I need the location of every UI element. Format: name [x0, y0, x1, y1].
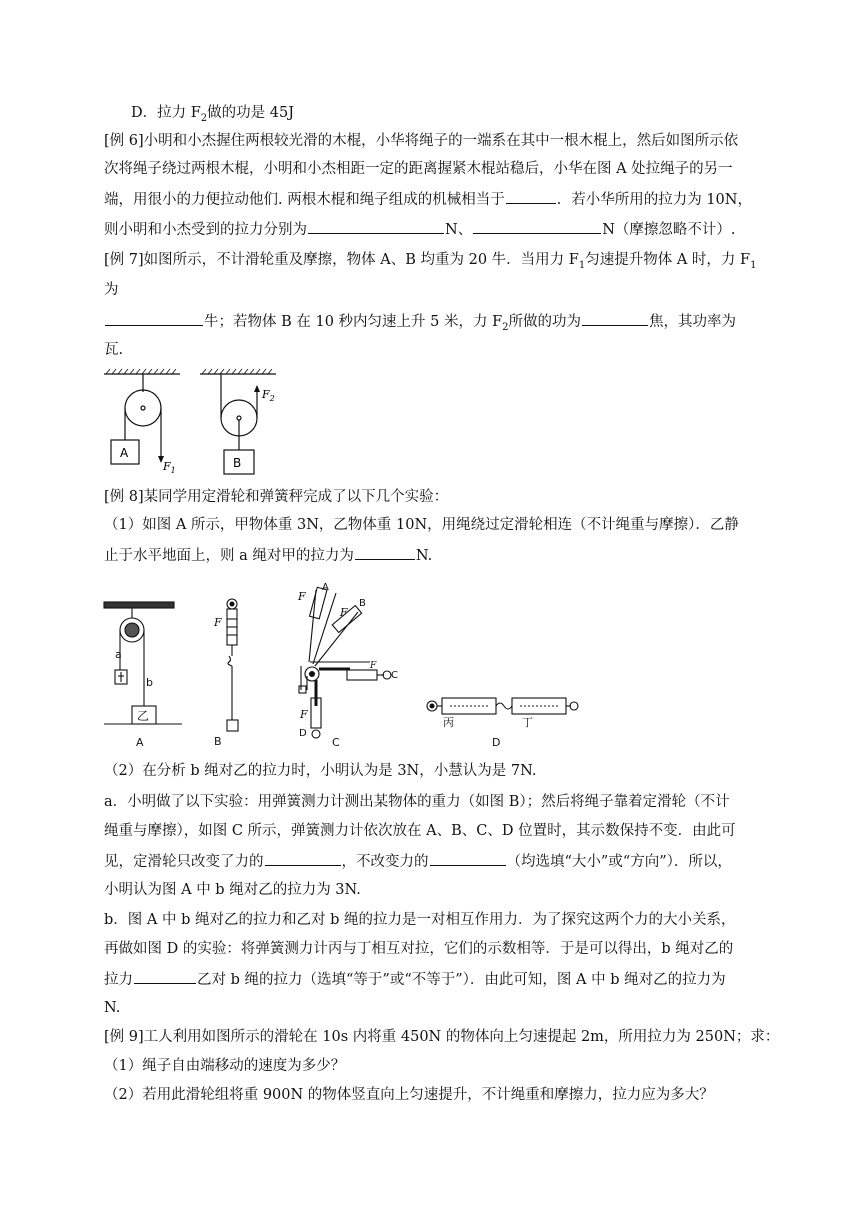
ex8-line1: [例 8]某同学用定滑轮和弹簧秤完成了以下几个实验：	[104, 489, 449, 505]
force-label-c-d: F	[300, 708, 308, 721]
part2-b-line2: 再做如图 D 的实验：将弹簧测力计丙与丁相互对拉，它们的示数相等．于是可以得出，b 绳对乙的	[104, 941, 734, 957]
part2-a-line1: a．小明做了以下实验：用弹簧测力计测出某物体的重力（如图 B）；然后将绳子靠着定滑轮（不计	[104, 794, 730, 810]
answer-blank[interactable]	[134, 969, 196, 984]
part2-b-line3: 拉力 乙对 b 绳的拉力（选填“等于”或“不等于”）．由此可知，图 A 中 b 绳对乙的拉力为	[104, 969, 726, 990]
part2-b-line1: b．图 A 中 b 绳对乙的拉力和乙对 b 绳的拉力是一对相互作用力．为了探究这两个力的大小关系，	[104, 912, 736, 928]
ex9-q1: （1）绳子自由端移动的速度为多少？	[104, 1058, 346, 1074]
caption-c: C	[332, 736, 340, 749]
position-b-label: B	[359, 598, 366, 609]
option-d: D．拉力 $F_2$做的功是 45J	[131, 105, 295, 124]
ex7-line1: [例 7]如图所示，不计滑轮重及摩擦，物体 A、B 均重为 20 牛．当用力 $F_1$匀速提升物体 A 时，力 $F_1$	[104, 252, 757, 271]
answer-blank[interactable]	[265, 851, 341, 866]
answer-blank[interactable]	[105, 311, 203, 326]
part2-a-line4: 小明认为图 A 中 b 绳对乙的拉力为 3N.	[104, 882, 361, 898]
scale-bing-label: 丙	[443, 716, 454, 729]
object-b-label: B	[233, 456, 242, 470]
part2-a-line3: 见，定滑轮只改变了力的 ，不改变力的 （均选填“大小”或“方向”）．所以，	[104, 851, 732, 872]
force-label-c-c: F	[370, 661, 377, 671]
ex8-line3: 止于水平地面上，则 a 绳对甲的拉力为 N.	[104, 545, 432, 566]
answer-blank[interactable]	[473, 219, 601, 234]
object-yi-label: 乙	[137, 709, 150, 723]
answer-blank[interactable]	[308, 219, 444, 234]
answer-blank[interactable]	[355, 545, 415, 560]
ex6-line4: 则小明和小杰受到的拉力分别为 N、 N（摩擦忽略不计）.	[104, 219, 735, 240]
ex7-line2: 为	[104, 282, 119, 298]
rope-b-label: b	[146, 676, 153, 689]
position-d-label: D	[299, 728, 307, 739]
pulley-figure-ex8	[100, 578, 580, 750]
answer-blank[interactable]	[506, 189, 556, 204]
part2-a-line2: 绳重与摩擦），如图 C 所示，弹簧测力计依次放在 A、B、C、D 位置时，其示数保持不变．由此可	[104, 823, 736, 839]
ex9-line1: [例 9]工人利用如图所示的滑轮在 10s 内将重 450N 的物体向上匀速提起 2m，所用拉力为 250N；求：	[104, 1029, 780, 1045]
force-label-b: F	[214, 616, 222, 629]
force-f2-label: $F_2$	[262, 388, 275, 403]
ex6-line1: [例 6]小明和小杰握住两根较光滑的木棍，小华将绳子的一端系在其中一根木棍上，然后如图所示依	[104, 133, 739, 149]
force-label-c-b: F	[340, 606, 348, 619]
object-a-label: A	[120, 446, 129, 460]
ex6-line2: 次将绳子绕过两根木棍，小明和小杰相距一定的距离握紧木棍站稳后，小华在图 A 处拉绳子的另一	[104, 161, 733, 177]
caption-d: D	[492, 736, 501, 749]
ex8-line2: （1）如图 A 所示，甲物体重 3N，乙物体重 10N，用绳绕过定滑轮相连（不计绳重与摩擦）．乙静	[104, 517, 739, 533]
force-f1-label: $F_1$	[163, 460, 176, 475]
position-c-label: C	[391, 670, 398, 681]
caption-a: A	[136, 736, 144, 749]
ex7-line3: 牛；若物体 B 在 10 秒内匀速上升 5 米，力 $F_2$所做的功为 焦，其功率为	[104, 311, 736, 338]
ex9-q2: （2）若用此滑轮组将重 900N 的物体竖直向上匀速提升，不计绳重和摩擦力，拉力应为多大？	[104, 1087, 714, 1103]
ex6-line3: 端，用很小的力便拉动他们. 两根木棍和绳子组成的机械相当于 ．若小华所用的拉力为 10N，	[104, 189, 752, 210]
answer-blank[interactable]	[430, 851, 506, 866]
part2-b-line4: N.	[104, 1000, 121, 1016]
caption-b: B	[214, 735, 222, 748]
ex7-line4: 瓦.	[104, 342, 124, 358]
rope-a-label: a	[115, 648, 122, 661]
position-a-label: A	[322, 582, 329, 593]
scale-ding-label: 丁	[522, 716, 533, 729]
pulley-figure-ex7	[100, 368, 290, 478]
answer-blank[interactable]	[582, 311, 648, 326]
force-label-c-a: F	[298, 590, 306, 603]
part2-line1: （2）在分析 b 绳对乙的拉力时，小明认为是 3N，小慧认为是 7N.	[104, 763, 537, 779]
